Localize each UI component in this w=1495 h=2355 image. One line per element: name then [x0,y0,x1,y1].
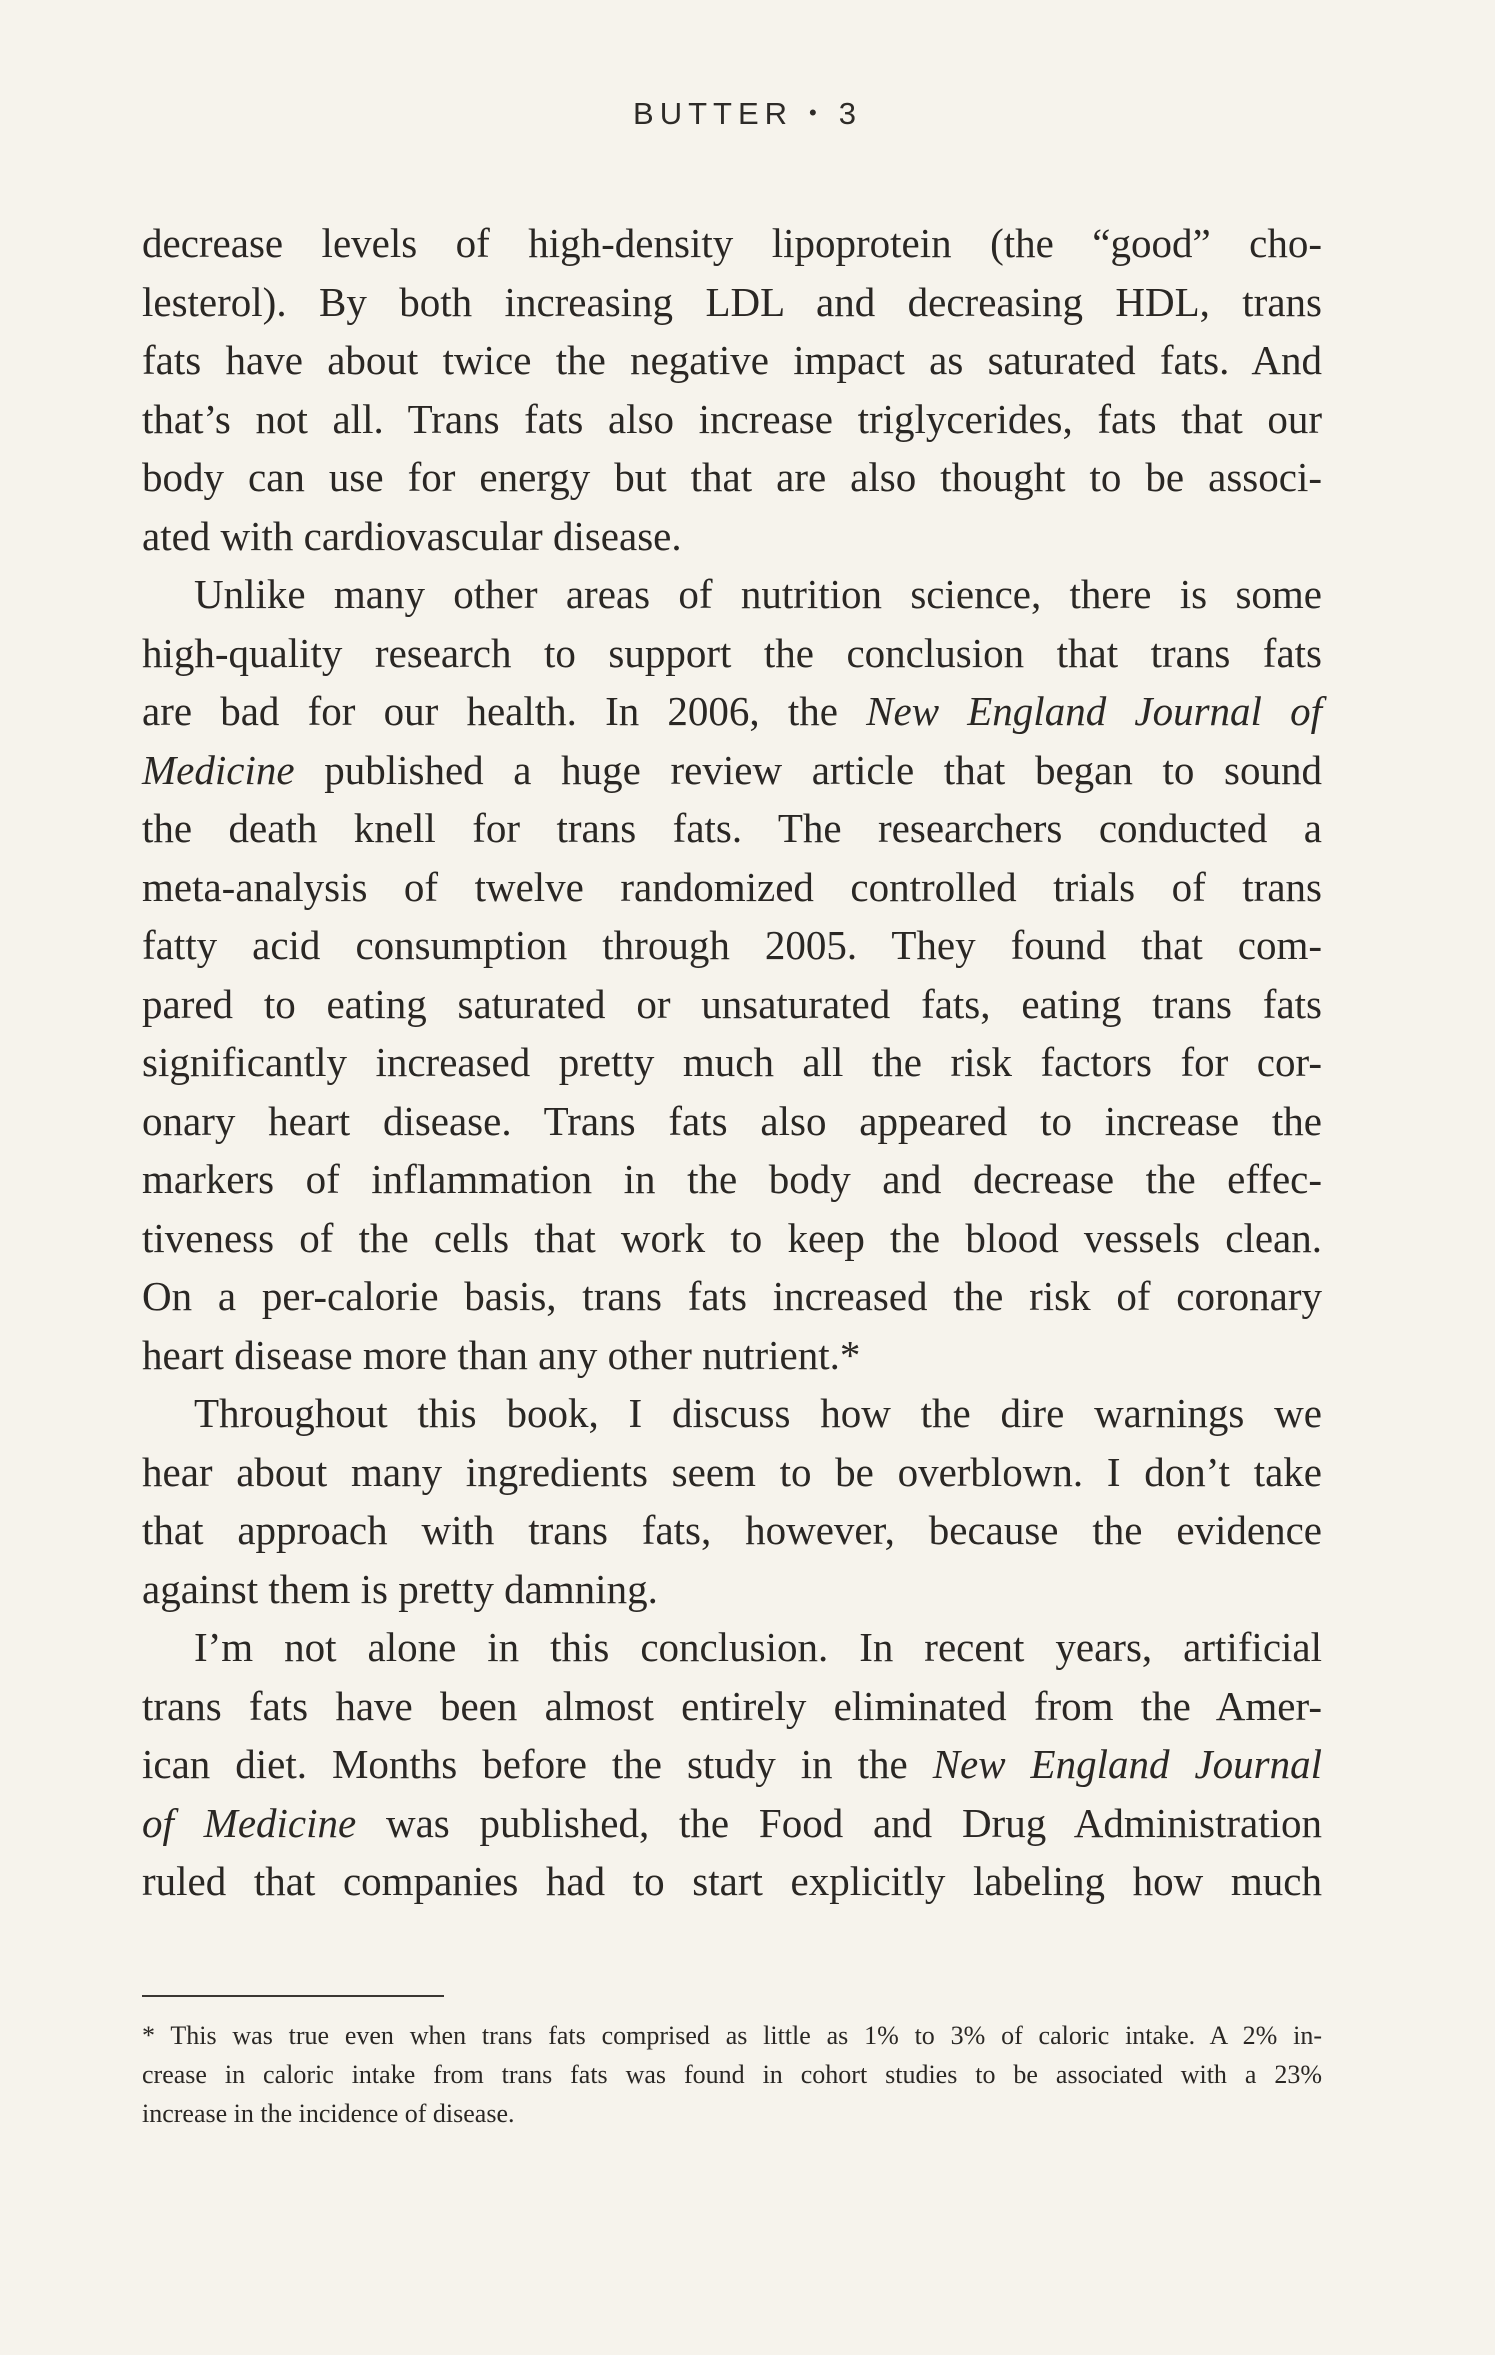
text-segment: published a huge review article that began to sound [324,746,1323,793]
text-line [142,1735,1322,1794]
footnote [142,2016,1322,2133]
page-number: 3 [838,96,862,131]
text-line: heart disease more than any other nutrient.* [142,1331,861,1378]
text-line: meta-analysis of twelve randomized controlled trials of trans [142,863,1322,910]
footnote-line: increase in the incidence of disease. [142,2099,515,2128]
text-line: that’s not all. Trans fats also increase triglycerides, fats that our [142,395,1322,442]
text-line: I’m not alone in this conclusion. In recent years, artificial [194,1624,1322,1670]
journal-title-italic: of Medicine [142,1799,357,1846]
text-line: onary heart disease. Trans fats also appeared to increase the [142,1097,1322,1144]
text-line [142,682,1322,741]
text-line: markers of inflammation in the body and decrease the effec- [142,1156,1322,1202]
text-line: Unlike many other areas of nutrition science, there is some [194,571,1322,617]
text-line: decrease levels of high-density lipoprotein (the “good” cho- [142,220,1322,266]
running-head-separator: • [809,100,817,125]
footnote-line: crease in caloric intake from trans fats was found in cohort studies to be associated with a 23% [142,2060,1322,2089]
text-line: against them is pretty damning. [142,1565,658,1612]
text-line: tiveness of the cells that work to keep the blood vessels clean. [142,1214,1322,1261]
journal-title-italic: Medicine [142,746,295,793]
text-line: ated with cardiovascular disease. [142,512,682,559]
text-line: Throughout this book, I discuss how the dire warnings we [194,1390,1322,1436]
journal-title-italic: New England Journal of [866,688,1323,734]
footnote-line: * This was true even when trans fats comprised as little as 1% to 3% of caloric intake. A 2% in- [142,2021,1322,2050]
journal-title-italic: New England Journal [932,1741,1322,1787]
body-text [142,214,1322,1911]
text-line: fatty acid consumption through 2005. They found that com- [142,922,1322,968]
running-head-title: BUTTER [633,96,794,131]
text-line: high-quality research to support the conclusion that trans fats [142,629,1322,676]
text-line: that approach with trans fats, however, because the evidence [142,1507,1322,1553]
footnote-rule [142,1995,444,1997]
text-line: lesterol). By both increasing LDL and decreasing HDL, trans [142,278,1322,325]
text-segment: was published, the Food and Drug Administration [386,1799,1322,1846]
text-line: On a per-calorie basis, trans fats increased the risk of coronary [142,1273,1322,1319]
text-line [142,1794,1322,1853]
text-segment: ican diet. Months before the study in the [142,1741,908,1787]
text-line: trans fats have been almost entirely eliminated from the Amer- [142,1682,1322,1729]
text-line [142,741,1322,800]
text-line: body can use for energy but that are also thought to be associ- [142,454,1322,500]
text-line: pared to eating saturated or unsaturated fats, eating trans fats [142,980,1322,1027]
text-line: hear about many ingredients seem to be overblown. I don’t take [142,1448,1322,1495]
text-line: significantly increased pretty much all the risk factors for cor- [142,1039,1322,1085]
running-head [0,96,1495,132]
text-line: fats have about twice the negative impact as saturated fats. And [142,337,1322,383]
text-segment: are bad for our health. In 2006, the [142,688,838,734]
text-line: the death knell for trans fats. The researchers conducted a [142,805,1322,851]
text-line: ruled that companies had to start explicitly labeling how much [142,1858,1322,1904]
